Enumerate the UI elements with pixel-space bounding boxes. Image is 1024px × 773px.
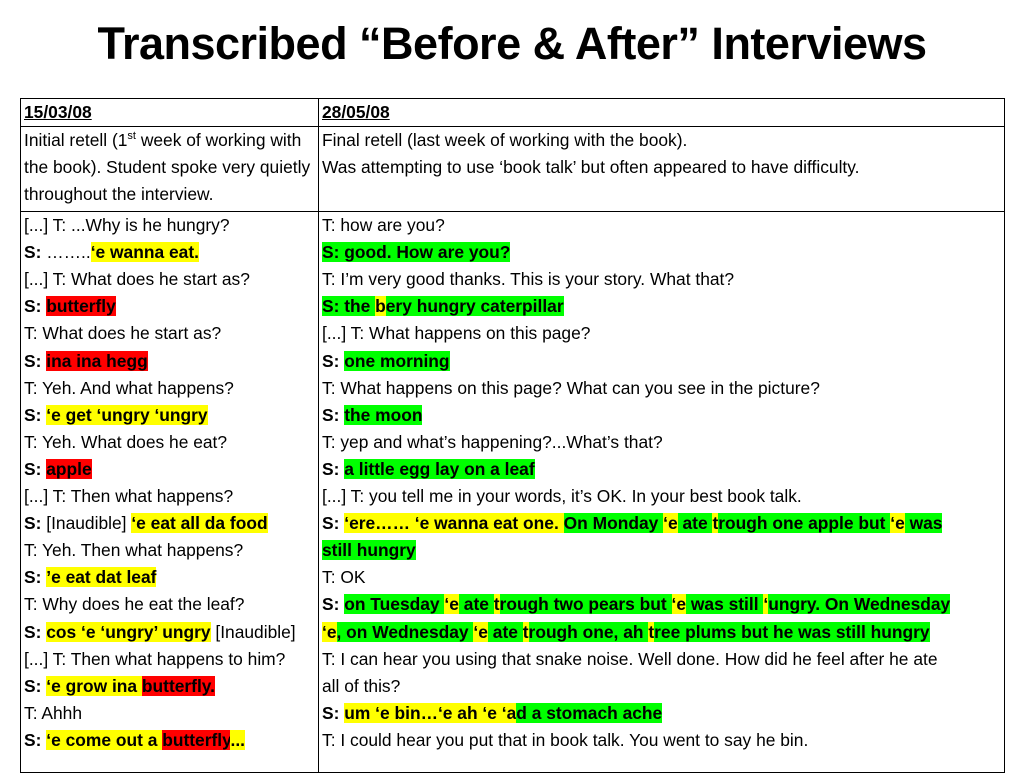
highlighted-text: ‘ere…… ‘e wanna eat one. (344, 513, 564, 534)
transcript-text: T: OK (322, 567, 366, 588)
highlighted-text: , on Wednesday (336, 621, 474, 642)
highlighted-text: ate (677, 513, 713, 534)
transcript-line (24, 619, 318, 646)
highlighted-text: ‘e (322, 621, 337, 642)
transcript-line (24, 348, 318, 375)
highlighted-text: ... (230, 729, 245, 750)
transcript-text: [...] T: Then what happens? (24, 486, 234, 507)
transcript-text: T: how are you? (322, 215, 445, 236)
transcript-line (24, 646, 318, 673)
highlighted-text: ina ina hegg (46, 350, 148, 371)
highlighted-text: S: the (322, 296, 376, 317)
transcript-line (24, 429, 318, 456)
highlighted-text: um ‘e bin…‘e ah ‘e ‘a (344, 702, 517, 723)
highlighted-text: On Monday (563, 513, 664, 534)
highlighted-text: apple (46, 458, 92, 479)
transcript-line (24, 239, 318, 266)
speaker-label: S: (24, 242, 47, 263)
highlighted-text: t (712, 513, 719, 534)
speaker-label: S: (24, 621, 47, 642)
speaker-label: S: (24, 350, 47, 371)
transcript-text: T: Yeh. Then what happens? (24, 540, 244, 561)
highlighted-text: butterfly. (141, 675, 216, 696)
speaker-label: S: (322, 594, 345, 615)
highlighted-text: one morning (344, 350, 450, 371)
speaker-label: S: (322, 513, 345, 534)
transcript-text: T: Yeh. And what happens? (24, 377, 234, 398)
transcript-text: T: Why does he eat the leaf? (24, 594, 245, 615)
transcript-text: T: yep and what’s happening?...What’s that? (322, 431, 663, 452)
transcript-line (24, 700, 318, 727)
transcript-line (322, 239, 1004, 266)
transcript-after (319, 212, 1005, 773)
highlighted-text: ‘e get ‘ungry ‘ungry (46, 404, 208, 425)
transcript-line (24, 564, 318, 591)
speaker-label: S: (24, 296, 47, 317)
highlighted-text: was still (686, 594, 764, 615)
transcript-line (322, 510, 1004, 537)
transcript-text: [...] T: What does he start as? (24, 269, 250, 290)
transcript-line (24, 320, 318, 347)
highlighted-text: ery hungry caterpillar (385, 296, 564, 317)
transcript-text: T: Yeh. What does he eat? (24, 431, 228, 452)
highlighted-text: rough one, ah (528, 621, 649, 642)
transcript-line (322, 619, 1004, 646)
highlighted-text: was (904, 513, 943, 534)
highlighted-text: a little egg lay on a leaf (344, 458, 535, 479)
interview-table (20, 98, 1005, 773)
transcript-text: …….. (46, 242, 91, 263)
transcript-line (322, 700, 1004, 727)
speaker-label: S: (322, 404, 345, 425)
highlighted-text: ree plums but he was still hungry (654, 621, 930, 642)
transcript-text: all of this? (322, 675, 401, 696)
transcript-line (322, 564, 1004, 591)
highlighted-text: still hungry (322, 540, 416, 561)
highlighted-text: butterfly (162, 729, 231, 750)
highlighted-text: t (493, 594, 500, 615)
date-header-row (21, 99, 1005, 127)
speaker-label: S: (322, 350, 345, 371)
transcript-line (322, 402, 1004, 429)
transcript-line (24, 510, 318, 537)
transcript-line (24, 402, 318, 429)
transcript-line (322, 266, 1004, 293)
description-row (21, 127, 1005, 212)
date-before: 15/03/08 (21, 99, 319, 127)
highlighted-text: ’e eat dat leaf (46, 567, 157, 588)
speaker-label: S: (24, 404, 47, 425)
transcript-line (322, 591, 1004, 618)
transcript-line (322, 293, 1004, 320)
highlighted-text: ‘e (473, 621, 488, 642)
speaker-label: S: (322, 702, 345, 723)
transcript-line (322, 673, 1004, 700)
transcript-line (322, 212, 1004, 239)
highlighted-text: ‘e wanna eat. (90, 242, 199, 263)
transcript-line (24, 483, 318, 510)
transcript-line (24, 212, 318, 239)
transcript-line (24, 456, 318, 483)
transcript-line (322, 348, 1004, 375)
transcript-line (24, 591, 318, 618)
speaker-label: S: (24, 729, 47, 750)
highlighted-text: ‘e (671, 594, 687, 615)
highlighted-text: ‘e (663, 513, 678, 534)
highlighted-text: butterfly (46, 296, 116, 317)
description-after (319, 127, 1005, 212)
transcript-line (322, 727, 1004, 754)
transcript-line (322, 429, 1004, 456)
transcript-text: [Inaudible] (210, 621, 296, 642)
transcript-line (322, 375, 1004, 402)
highlighted-text: ate (458, 594, 494, 615)
highlighted-text: t (522, 621, 529, 642)
highlighted-text: ‘e (890, 513, 905, 534)
highlighted-text: b (375, 296, 386, 317)
transcript-text: [...] T: Then what happens to him? (24, 648, 286, 669)
transcript-line (322, 483, 1004, 510)
transcript-text: T: What does he start as? (24, 323, 222, 344)
highlighted-text: S: good. How are you? (322, 242, 511, 263)
description-before-text (24, 130, 310, 204)
transcript-text: [Inaudible] (46, 513, 132, 534)
transcript-text: T: Ahhh (24, 702, 83, 723)
highlighted-text: ungry. On Wednesday (768, 594, 951, 615)
page-title: Transcribed “Before & After” Interviews (97, 18, 927, 69)
highlighted-text: rough one apple but (718, 513, 891, 534)
desc-before-rest: week of working with the book). Student spoke very quietly throughout the interview. (24, 130, 311, 205)
speaker-label: S: (322, 458, 345, 479)
highlighted-text: ‘e grow ina (46, 675, 142, 696)
transcript-text: T: I’m very good thanks. This is your story. What that? (322, 269, 735, 290)
speaker-label: S: (24, 513, 47, 534)
speaker-label: S: (24, 458, 47, 479)
transcript-text: T: I can hear you using that snake noise. Well done. How did he feel after he ate (322, 648, 938, 669)
transcript-before (21, 212, 319, 773)
speaker-label: S: (24, 567, 47, 588)
highlighted-text: ‘e come out a (46, 729, 163, 750)
highlighted-text: ‘e (444, 594, 459, 615)
transcript-line (322, 537, 1004, 564)
transcript-text: T: What happens on this page? What can you see in the picture? (322, 377, 820, 398)
transcript-line (24, 293, 318, 320)
highlighted-text: cos ‘e ‘ungry’ ungry (46, 621, 211, 642)
transcript-line (24, 266, 318, 293)
transcript-line (24, 673, 318, 700)
highlighted-text: on Tuesday (344, 594, 445, 615)
transcript-line (24, 375, 318, 402)
transcript-row (21, 212, 1005, 773)
transcript-line (322, 646, 1004, 673)
highlighted-text: t (648, 621, 655, 642)
transcript-line (24, 727, 318, 754)
description-before (21, 127, 319, 212)
desc-before-part: Initial retell (1 (24, 130, 128, 151)
date-after: 28/05/08 (319, 99, 1005, 127)
speaker-label: S: (24, 675, 47, 696)
transcript-line (24, 537, 318, 564)
highlighted-text: d a stomach ache (516, 702, 663, 723)
description-after-line-1: Final retell (last week of working with the book). (322, 130, 688, 151)
transcript-text: [...] T: you tell me in your words, it’s OK. In your best book talk. (322, 486, 802, 507)
highlighted-text: the moon (344, 404, 423, 425)
highlighted-text: ‘ (763, 594, 769, 615)
highlighted-text: rough two pears but (499, 594, 672, 615)
transcript-text: [...] T: What happens on this page? (322, 323, 591, 344)
highlighted-text: ate (487, 621, 523, 642)
transcript-line (322, 320, 1004, 347)
highlighted-text: ‘e eat all da food (131, 513, 268, 534)
transcript-text: T: I could hear you put that in book talk. You went to say he bin. (322, 729, 809, 750)
description-after-line-2: Was attempting to use ‘book talk’ but often appeared to have difficulty. (322, 157, 860, 178)
transcript-line (322, 456, 1004, 483)
desc-before-sup: st (127, 130, 136, 143)
transcript-text: [...] T: ...Why is he hungry? (24, 215, 230, 236)
